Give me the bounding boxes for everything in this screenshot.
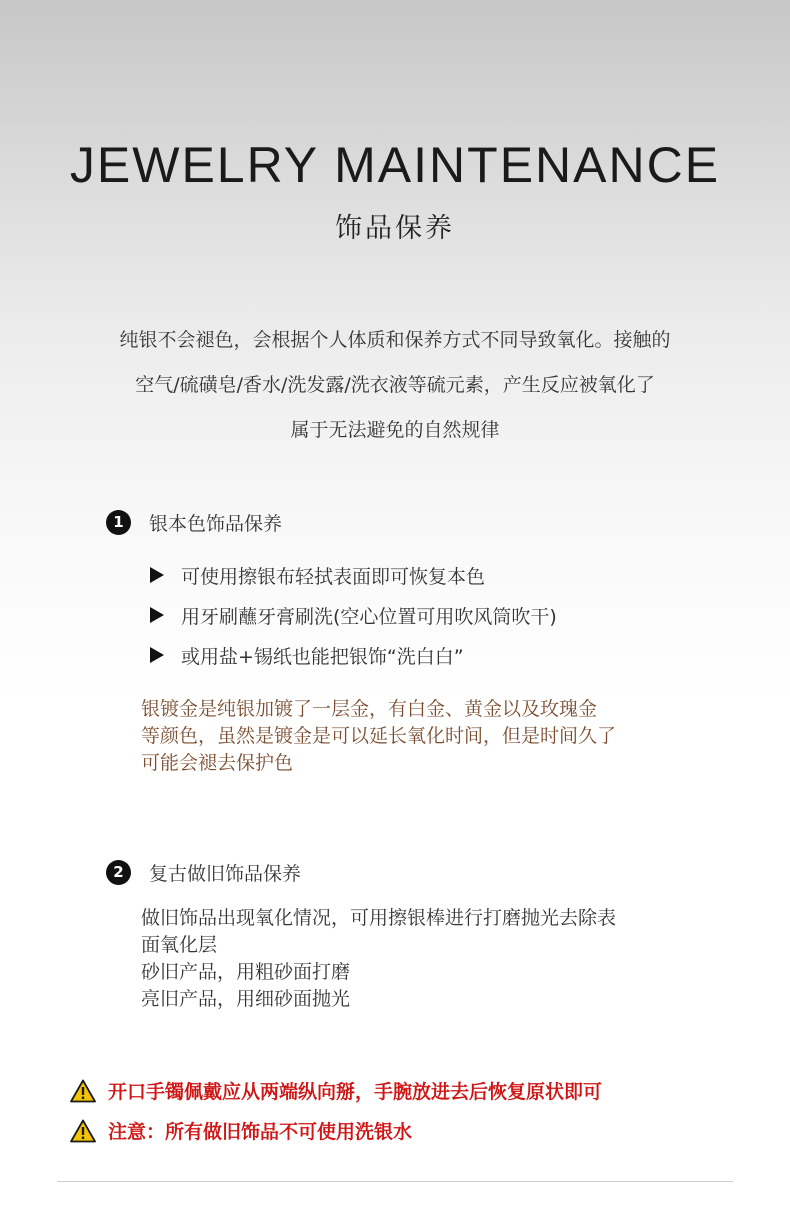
section-2-title: 复古做旧饰品保养 (149, 863, 302, 885)
section-2-body (141, 905, 701, 1013)
gold-plating-note (141, 696, 701, 777)
intro-line: 纯银不会褪色，会根据个人体质和保养方式不同导致氧化。接触的 (119, 329, 671, 351)
section-2-header (106, 859, 301, 886)
note-line: 银镀金是纯银加镀了一层金，有白金、黄金以及玫瑰金 (141, 698, 598, 720)
body-line: 砂旧产品，用粗砂面打磨 (141, 961, 351, 983)
note-line: 等颜色，虽然是镀金是可以延长氧化时间，但是时间久了 (141, 725, 617, 747)
bullet-text: 或用盐+锡纸也能把银饰“洗白白” (181, 645, 464, 668)
bullet-text: 可使用擦银布轻拭表面即可恢复本色 (181, 565, 486, 588)
warning-item (70, 1117, 412, 1144)
section-1-title: 银本色饰品保养 (149, 513, 283, 535)
list-item (150, 595, 557, 635)
triangle-bullet-icon (150, 647, 164, 663)
bullet-text: 用牙刷蘸牙膏刷洗(空心位置可用吹风筒吹干) (181, 605, 557, 628)
page-title-english: JEWELRY MAINTENANCE (69, 137, 721, 193)
warning-text: 开口手镯佩戴应从两端纵向掰，手腕放进去后恢复原状即可 (108, 1081, 603, 1103)
triangle-bullet-icon (150, 567, 164, 583)
warning-text: 注意：所有做旧饰品不可使用洗银水 (108, 1121, 413, 1143)
warning-triangle-icon (70, 1119, 96, 1143)
body-line: 亮旧产品，用细砂面抛光 (141, 988, 351, 1010)
section-1-header (106, 509, 282, 536)
intro-line: 属于无法避免的自然规律 (290, 419, 500, 441)
triangle-bullet-icon (150, 607, 164, 623)
list-item (150, 555, 557, 595)
body-line: 做旧饰品出现氧化情况，可用擦银棒进行打磨抛光去除表 (141, 907, 617, 929)
number-badge-2: 2 (106, 860, 131, 885)
note-line: 可能会褪去保护色 (141, 752, 294, 774)
bottom-divider (57, 1181, 733, 1182)
intro-paragraph (60, 318, 730, 453)
warning-item (70, 1077, 602, 1104)
number-badge-1: 1 (106, 510, 131, 535)
list-item (150, 635, 557, 675)
body-line: 面氧化层 (141, 934, 218, 956)
page-title-chinese: 饰品保养 (335, 213, 455, 244)
intro-line: 空气/硫磺皂/香水/洗发露/洗衣液等硫元素，产生反应被氧化了 (135, 374, 655, 396)
warning-triangle-icon (70, 1079, 96, 1103)
section-1-bullet-list (150, 555, 557, 675)
